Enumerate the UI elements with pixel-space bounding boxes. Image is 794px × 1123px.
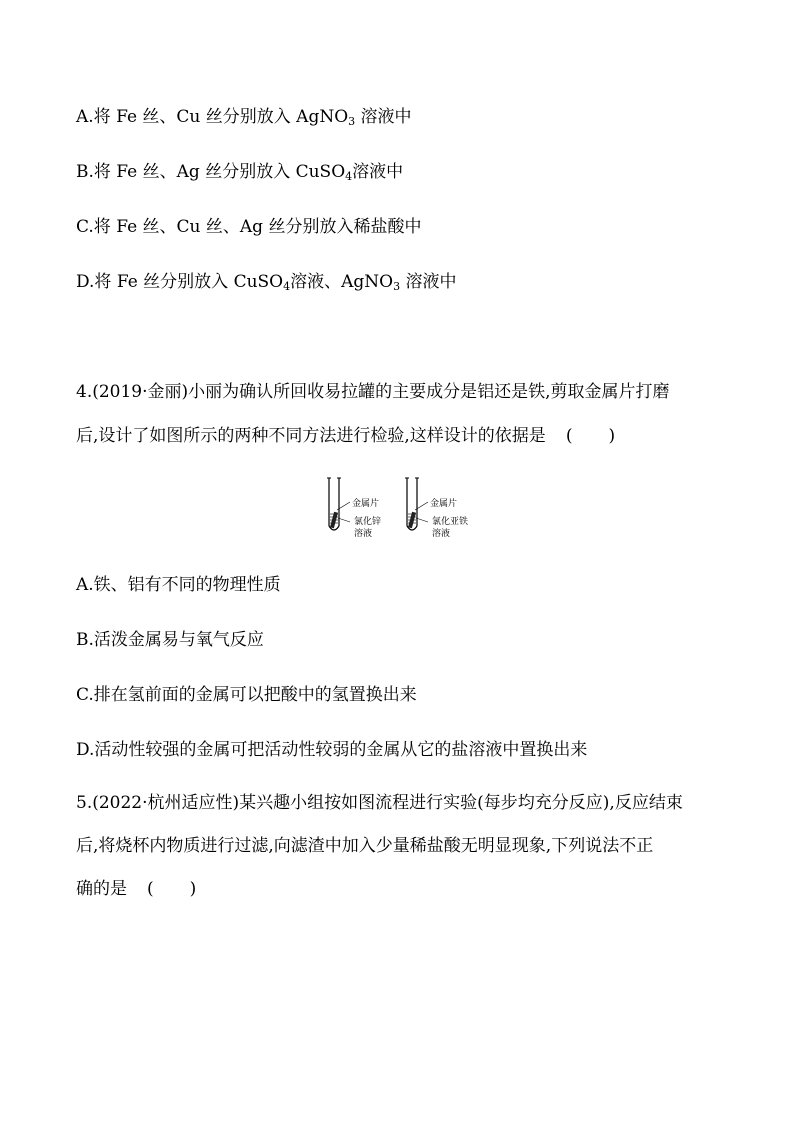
q3-option-b xyxy=(76,161,403,183)
q3-option-d xyxy=(76,271,457,293)
tube2-label-top: 金属片 xyxy=(430,499,458,509)
q3-option-b-suffix: 溶液中 xyxy=(352,162,404,182)
test-tube-diagram xyxy=(322,474,474,546)
q3-option-d-suffix: 溶液中 xyxy=(400,272,457,292)
q3-option-a-sub: 3 xyxy=(348,115,356,128)
tube2-label-bottom-1: 氯化亚铁 xyxy=(432,517,469,527)
q3-option-a xyxy=(76,106,412,128)
q4-stem-line-2 xyxy=(76,425,615,447)
q3-option-d-sub2: 3 xyxy=(393,280,401,293)
q4-option-a: A.铁、铝有不同的物理性质 xyxy=(76,575,281,595)
q5-stem-line-2: 后,将烧杯内物质进行过滤,向滤渣中加入少量稀盐酸无明显现象,下列说法不正 xyxy=(76,836,654,856)
q4-option-b: B.活泼金属易与氧气反应 xyxy=(76,630,264,650)
q5-answer-paren: ( ) xyxy=(147,879,197,899)
q4-stem-line-2-text: 后,设计了如图所示的两种不同方法进行检验,这样设计的依据是 xyxy=(76,426,546,446)
q3-option-b-sub: 4 xyxy=(345,170,353,183)
test-tube-1 xyxy=(327,478,350,530)
test-tube-figure xyxy=(322,474,474,546)
tube1-label-bottom-1: 氯化锌 xyxy=(354,517,382,527)
test-tube-2 xyxy=(405,478,428,530)
tube1-label-top: 金属片 xyxy=(352,499,380,509)
q3-option-c-text: C.将 Fe 丝、Cu 丝、Ag 丝分别放入稀盐酸中 xyxy=(76,217,422,237)
q3-option-c xyxy=(76,216,421,238)
q3-option-a-prefix: A.将 Fe 丝、Cu 丝分别放入 AgNO xyxy=(76,107,349,127)
q3-option-d-prefix: D.将 Fe 丝分别放入 CuSO xyxy=(76,272,284,292)
q3-option-b-prefix: B.将 Fe 丝、Ag 丝分别放入 CuSO xyxy=(76,162,346,182)
q5-stem-line-1: 5.(2022·杭州适应性)某兴趣小组按如图流程进行实验(每步均充分反应),反应结束 xyxy=(76,793,683,813)
q4-stem-line-1: 4.(2019·金丽)小丽为确认所回收易拉罐的主要成分是铝还是铁,剪取金属片打磨 xyxy=(76,382,670,402)
q5-stem-line-3-text: 确的是 xyxy=(76,879,127,899)
tube1-label-bottom-2: 溶液 xyxy=(354,529,373,539)
q4-answer-paren: ( ) xyxy=(565,426,616,446)
q3-option-d-sub: 4 xyxy=(283,280,291,293)
q3-option-a-suffix: 溶液中 xyxy=(355,107,412,127)
q4-option-c: C.排在氢前面的金属可以把酸中的氢置换出来 xyxy=(76,685,417,705)
q3-option-d-middle: 溶液、AgNO xyxy=(290,272,394,292)
q4-option-d: D.活动性较强的金属可把活动性较弱的金属从它的盐溶液中置换出来 xyxy=(76,740,588,760)
tube2-label-bottom-2: 溶液 xyxy=(432,529,451,539)
q5-stem-line-3 xyxy=(76,878,196,900)
